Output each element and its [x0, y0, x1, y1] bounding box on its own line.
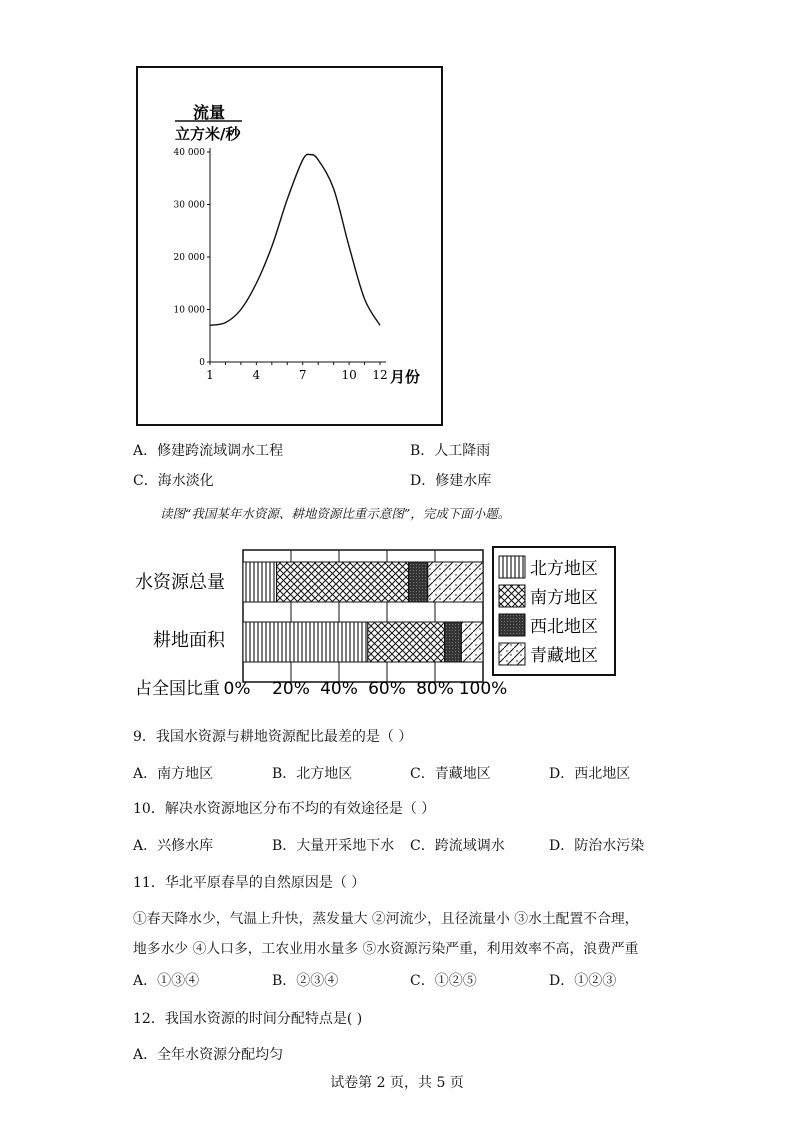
q11-option-a: A．①③④ — [133, 973, 200, 989]
bar-segment — [277, 562, 409, 602]
x-tick-label: 20% — [272, 679, 310, 699]
x-tick-label: 12 — [372, 368, 388, 382]
q10-option-d: D．防治水污染 — [549, 838, 645, 854]
x-axis-label: 月份 — [390, 368, 421, 386]
x-axis-title: 占全国比重 — [135, 679, 220, 699]
resource-bar-svg — [133, 542, 523, 702]
q10-option-b: B．大量开采地下水 — [272, 838, 395, 854]
q11-stem: 11．华北平原春旱的自然原因是（ ） — [133, 875, 366, 891]
q11-option-b: B．②③④ — [272, 973, 339, 989]
bar-segment — [243, 622, 368, 662]
flow-curve — [210, 154, 380, 325]
legend-swatch — [499, 556, 525, 578]
flow-chart-frame — [136, 66, 443, 426]
page-footer: 试卷第 2 页，共 5 页 — [330, 1075, 464, 1091]
bar-segment — [461, 622, 483, 662]
legend-swatch — [499, 614, 525, 636]
y-axis-label-top: 流量 — [193, 103, 226, 122]
flow-axes — [174, 148, 388, 382]
q9-option-b: B．北方地区 — [272, 766, 353, 782]
x-tick-label: 100% — [458, 679, 508, 699]
q9-option-a: A．南方地区 — [133, 766, 214, 782]
q8-option-c: C．海水淡化 — [133, 473, 214, 489]
q8-option-b: B．人工降雨 — [410, 443, 491, 459]
y-tick-label: 0 — [199, 358, 205, 368]
q11-option-c: C．①②⑤ — [410, 973, 477, 989]
category-label-farmland: 耕地面积 — [153, 630, 225, 651]
q11-statements-line1: ①春天降水少，气温上升快，蒸发量大 ②河流少，且径流量小 ③水土配置不合理， — [133, 911, 639, 927]
x-tick-label: 60% — [368, 679, 406, 699]
legend-swatch — [499, 585, 525, 607]
q12-option-a: A．全年水资源分配均匀 — [133, 1047, 284, 1063]
bar-segment — [409, 562, 428, 602]
x-tick-label: 40% — [320, 679, 358, 699]
bar-legend — [492, 546, 616, 676]
flow-line-chart — [138, 68, 441, 424]
q10-stem: 10．解决水资源地区分布不均的有效途径是（ ） — [133, 801, 436, 817]
q11-statements-line2: 地多水少 ④人口多，工农业用水量多 ⑤水资源污染严重，利用效率不高，浪费严重 — [133, 941, 639, 957]
category-label-water: 水资源总量 — [135, 572, 225, 593]
q9-option-c: C．青藏地区 — [410, 766, 491, 782]
x-tick-label: 80% — [416, 679, 454, 699]
x-tick-label: 4 — [252, 368, 261, 382]
legend-swatch — [499, 643, 525, 665]
legend-label: 西北地区 — [530, 617, 598, 637]
legend-label: 北方地区 — [530, 559, 598, 579]
q11-option-d: D．①②③ — [549, 973, 617, 989]
bar-segment — [243, 562, 277, 602]
y-tick-label: 30 000 — [173, 200, 205, 211]
legend-label: 青藏地区 — [530, 646, 598, 666]
y-axis-label-bottom: 立方米/秒 — [175, 125, 241, 143]
q8-option-d: D．修建水库 — [410, 473, 492, 489]
y-tick-label: 40 000 — [173, 148, 205, 158]
bar-segment — [445, 622, 462, 662]
x-tick-label: 10 — [341, 368, 357, 382]
resource-bar-chart — [133, 542, 523, 702]
legend-label: 南方地区 — [530, 588, 598, 608]
q8-option-a: A．修建跨流域调水工程 — [133, 443, 284, 459]
q9-stem: 9．我国水资源与耕地资源配比最差的是（ ） — [133, 729, 413, 745]
x-tick-label: 7 — [298, 368, 307, 382]
x-tick-label: 1 — [206, 368, 214, 382]
y-tick-label: 20 000 — [173, 253, 205, 263]
intro-text: 读图“我国某年水资源、耕地资源比重示意图”，完成下面小题。 — [160, 506, 511, 521]
q9-option-d: D．西北地区 — [549, 766, 631, 782]
bar-segment — [368, 622, 445, 662]
x-tick-label: 0% — [223, 679, 251, 699]
y-tick-label: 10 000 — [173, 305, 205, 316]
q12-stem: 12．我国水资源的时间分配特点是( ) — [133, 1011, 363, 1027]
q10-option-a: A．兴修水库 — [133, 838, 214, 854]
bar-segment — [428, 562, 483, 602]
q10-option-c: C．跨流域调水 — [410, 838, 505, 854]
